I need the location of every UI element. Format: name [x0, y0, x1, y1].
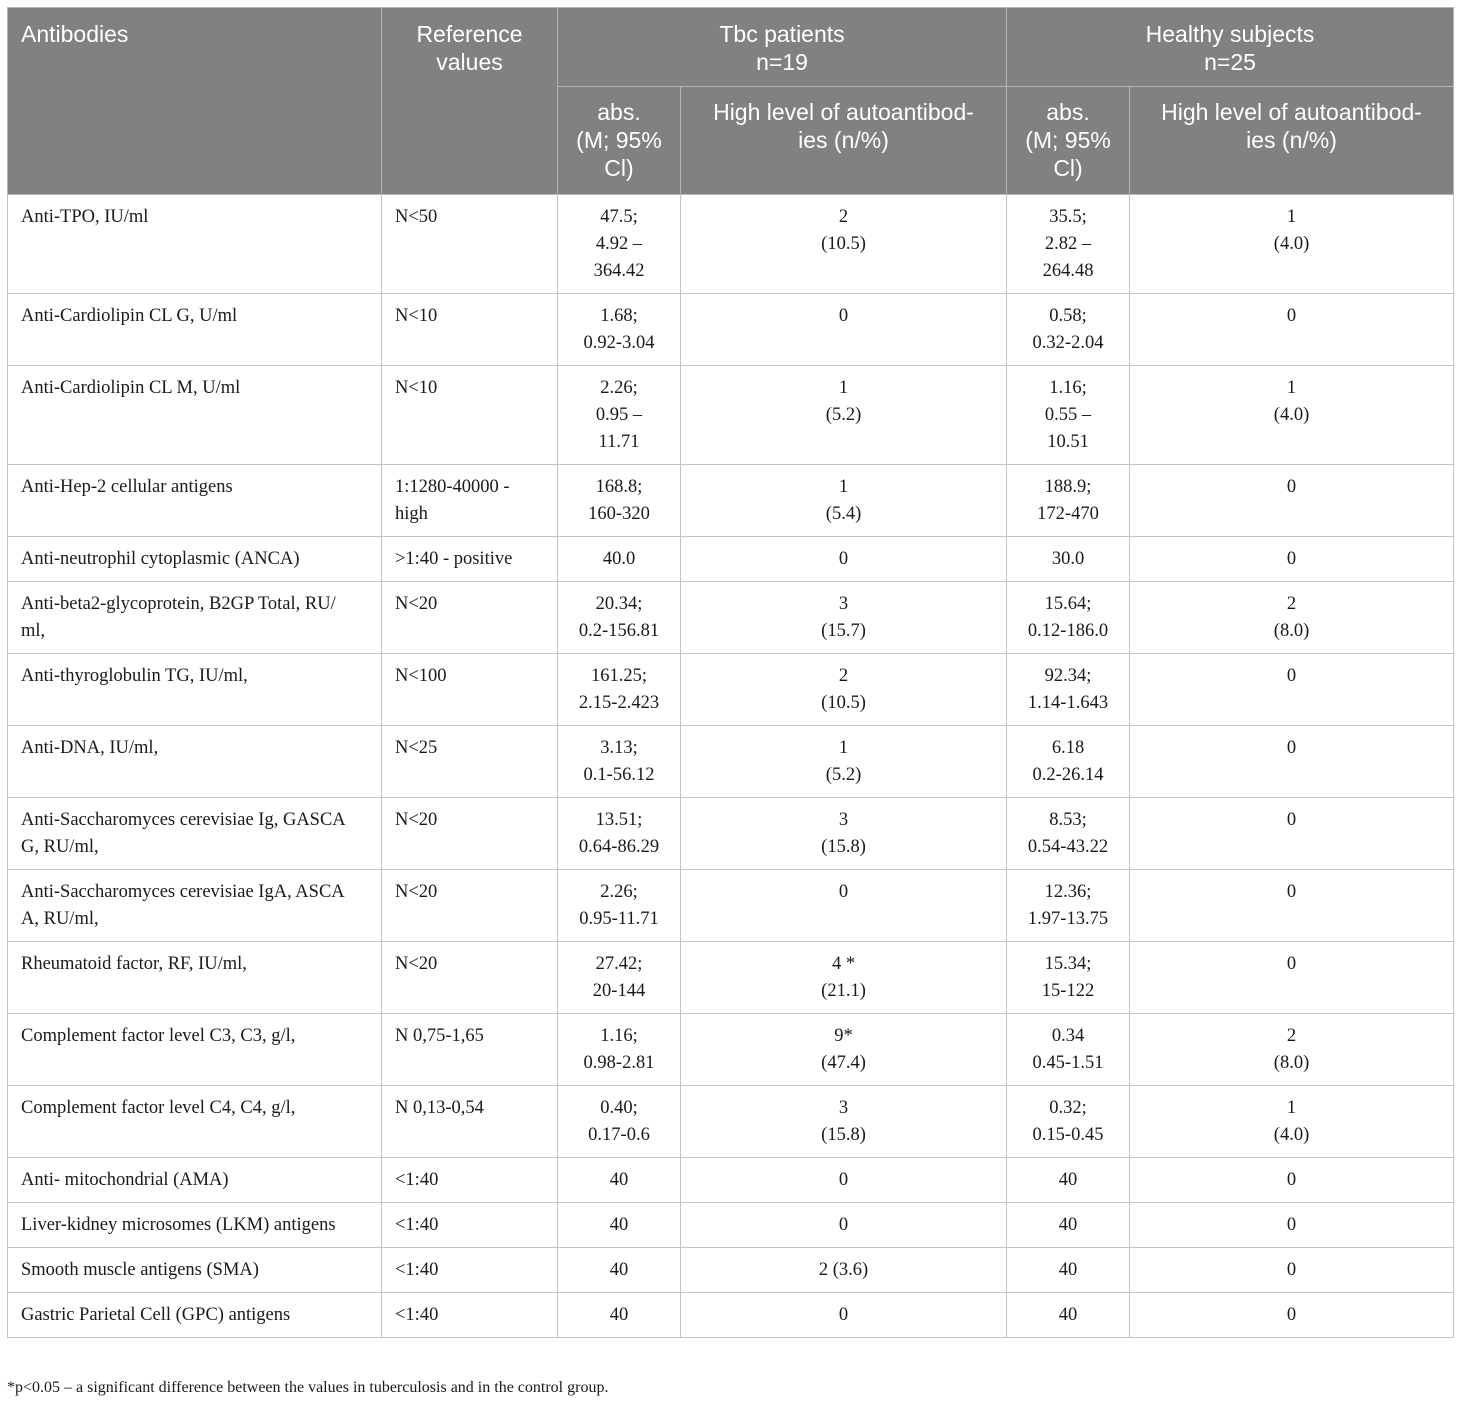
header-tbc-abs: abs. (M; 95% Cl)	[558, 87, 681, 195]
cell-tbc-high-level: 9* (47.4)	[681, 1014, 1007, 1086]
table-row	[8, 1203, 1454, 1248]
cell-tbc-high-level: 0	[681, 1293, 1007, 1338]
cell-healthy-high-level: 0	[1130, 1158, 1454, 1203]
cell-healthy-abs: 40	[1007, 1248, 1130, 1293]
table-row	[8, 195, 1454, 294]
cell-healthy-high-level: 1 (4.0)	[1130, 195, 1454, 294]
cell-healthy-high-level: 0	[1130, 1203, 1454, 1248]
cell-healthy-abs: 30.0	[1007, 537, 1130, 582]
cell-healthy-abs: 12.36; 1.97-13.75	[1007, 870, 1130, 942]
cell-tbc-high-level: 1 (5.2)	[681, 726, 1007, 798]
header-healthy-high-level: High level of autoantibod- ies (n/%)	[1130, 87, 1454, 195]
cell-tbc-abs: 40	[558, 1293, 681, 1338]
header-tbc-patients: Tbc patients n=19	[558, 8, 1007, 87]
cell-healthy-abs: 92.34; 1.14-1.643	[1007, 654, 1130, 726]
cell-healthy-high-level: 2 (8.0)	[1130, 1014, 1454, 1086]
table-row	[8, 1158, 1454, 1203]
table-row	[8, 537, 1454, 582]
table-row	[8, 654, 1454, 726]
cell-healthy-high-level: 1 (4.0)	[1130, 1086, 1454, 1158]
cell-tbc-high-level: 1 (5.2)	[681, 366, 1007, 465]
header-healthy-subjects: Healthy subjects n=25	[1007, 8, 1454, 87]
header-healthy-abs: abs. (M; 95% Cl)	[1007, 87, 1130, 195]
table-row	[8, 798, 1454, 870]
cell-antibody: Anti- mitochondrial (AMA)	[8, 1158, 382, 1203]
cell-healthy-high-level: 0	[1130, 537, 1454, 582]
table-row	[8, 726, 1454, 798]
cell-reference-value: N<100	[382, 654, 558, 726]
cell-tbc-abs: 161.25; 2.15-2.423	[558, 654, 681, 726]
cell-reference-value: N<20	[382, 798, 558, 870]
cell-tbc-high-level: 0	[681, 1158, 1007, 1203]
table-row	[8, 465, 1454, 537]
cell-tbc-high-level: 0	[681, 537, 1007, 582]
cell-antibody: Anti-beta2-glycoprotein, B2GP Total, RU/ ml,	[8, 582, 382, 654]
cell-tbc-abs: 40	[558, 1203, 681, 1248]
cell-antibody: Gastric Parietal Cell (GPC) antigens	[8, 1293, 382, 1338]
cell-healthy-abs: 0.34 0.45-1.51	[1007, 1014, 1130, 1086]
cell-reference-value: 1:1280-40000 - high	[382, 465, 558, 537]
cell-tbc-abs: 13.51; 0.64-86.29	[558, 798, 681, 870]
cell-reference-value: N<10	[382, 366, 558, 465]
cell-healthy-high-level: 0	[1130, 726, 1454, 798]
cell-tbc-high-level: 1 (5.4)	[681, 465, 1007, 537]
cell-tbc-high-level: 2 (3.6)	[681, 1248, 1007, 1293]
cell-tbc-abs: 1.16; 0.98-2.81	[558, 1014, 681, 1086]
table-row	[8, 1014, 1454, 1086]
cell-antibody: Anti-Cardiolipin CL G, U/ml	[8, 294, 382, 366]
table-body	[8, 195, 1454, 1338]
cell-reference-value: <1:40	[382, 1158, 558, 1203]
cell-antibody: Complement factor level C3, C3, g/l,	[8, 1014, 382, 1086]
cell-reference-value: <1:40	[382, 1248, 558, 1293]
cell-tbc-abs: 168.8; 160-320	[558, 465, 681, 537]
cell-reference-value: N<20	[382, 870, 558, 942]
cell-healthy-abs: 8.53; 0.54-43.22	[1007, 798, 1130, 870]
cell-healthy-high-level: 1 (4.0)	[1130, 366, 1454, 465]
cell-antibody: Anti-thyroglobulin TG, IU/ml,	[8, 654, 382, 726]
cell-reference-value: N 0,75-1,65	[382, 1014, 558, 1086]
cell-healthy-high-level: 0	[1130, 294, 1454, 366]
cell-healthy-high-level: 0	[1130, 942, 1454, 1014]
cell-antibody: Anti-Saccharomyces cerevisiae Ig, GASCA G, RU/ml,	[8, 798, 382, 870]
cell-tbc-abs: 3.13; 0.1-56.12	[558, 726, 681, 798]
cell-reference-value: N<50	[382, 195, 558, 294]
cell-tbc-abs: 1.68; 0.92-3.04	[558, 294, 681, 366]
table-row	[8, 870, 1454, 942]
cell-reference-value: <1:40	[382, 1203, 558, 1248]
cell-healthy-abs: 0.32; 0.15-0.45	[1007, 1086, 1130, 1158]
cell-healthy-high-level: 2 (8.0)	[1130, 582, 1454, 654]
cell-tbc-abs: 40	[558, 1248, 681, 1293]
cell-antibody: Rheumatoid factor, RF, IU/ml,	[8, 942, 382, 1014]
cell-antibody: Anti-neutrophil cytoplasmic (ANCA)	[8, 537, 382, 582]
cell-antibody: Liver-kidney microsomes (LKM) antigens	[8, 1203, 382, 1248]
cell-tbc-high-level: 2 (10.5)	[681, 654, 1007, 726]
table-row	[8, 582, 1454, 654]
cell-tbc-high-level: 2 (10.5)	[681, 195, 1007, 294]
cell-antibody: Anti-TPO, IU/ml	[8, 195, 382, 294]
cell-antibody: Anti-Hep-2 cellular antigens	[8, 465, 382, 537]
header-tbc-high-level: High level of autoantibod- ies (n/%)	[681, 87, 1007, 195]
cell-tbc-abs: 27.42; 20-144	[558, 942, 681, 1014]
cell-tbc-high-level: 0	[681, 294, 1007, 366]
cell-tbc-abs: 40	[558, 1158, 681, 1203]
table-row	[8, 1248, 1454, 1293]
cell-tbc-abs: 2.26; 0.95 – 11.71	[558, 366, 681, 465]
cell-healthy-abs: 188.9; 172-470	[1007, 465, 1130, 537]
cell-tbc-high-level: 0	[681, 870, 1007, 942]
table-row	[8, 366, 1454, 465]
cell-reference-value: N<20	[382, 942, 558, 1014]
cell-healthy-abs: 35.5; 2.82 – 264.48	[1007, 195, 1130, 294]
cell-tbc-high-level: 3 (15.8)	[681, 1086, 1007, 1158]
cell-antibody: Anti-Cardiolipin CL M, U/ml	[8, 366, 382, 465]
header-antibodies: Antibodies	[8, 8, 382, 195]
cell-reference-value: N<20	[382, 582, 558, 654]
cell-healthy-abs: 15.34; 15-122	[1007, 942, 1130, 1014]
table-header	[8, 8, 1454, 195]
cell-reference-value: N<25	[382, 726, 558, 798]
cell-tbc-abs: 40.0	[558, 537, 681, 582]
table-row	[8, 1293, 1454, 1338]
cell-tbc-abs: 2.26; 0.95-11.71	[558, 870, 681, 942]
footnote: *p<0.05 – a significant difference between the values in tuberculosis and in the control group.	[7, 1379, 609, 1396]
cell-tbc-abs: 0.40; 0.17-0.6	[558, 1086, 681, 1158]
cell-tbc-high-level: 4 * (21.1)	[681, 942, 1007, 1014]
cell-healthy-abs: 40	[1007, 1293, 1130, 1338]
cell-antibody: Anti-Saccharomyces cerevisiae IgA, ASCA A, RU/ml,	[8, 870, 382, 942]
antibody-table	[7, 7, 1454, 1338]
cell-healthy-high-level: 0	[1130, 1293, 1454, 1338]
cell-healthy-abs: 1.16; 0.55 – 10.51	[1007, 366, 1130, 465]
cell-antibody: Anti-DNA, IU/ml,	[8, 726, 382, 798]
cell-healthy-abs: 40	[1007, 1158, 1130, 1203]
cell-healthy-high-level: 0	[1130, 870, 1454, 942]
table-row	[8, 294, 1454, 366]
cell-healthy-abs: 15.64; 0.12-186.0	[1007, 582, 1130, 654]
cell-healthy-high-level: 0	[1130, 654, 1454, 726]
cell-tbc-abs: 47.5; 4.92 – 364.42	[558, 195, 681, 294]
cell-tbc-high-level: 3 (15.8)	[681, 798, 1007, 870]
cell-healthy-abs: 6.18 0.2-26.14	[1007, 726, 1130, 798]
cell-healthy-high-level: 0	[1130, 465, 1454, 537]
cell-reference-value: >1:40 - positive	[382, 537, 558, 582]
cell-antibody: Complement factor level C4, C4, g/l,	[8, 1086, 382, 1158]
cell-healthy-high-level: 0	[1130, 1248, 1454, 1293]
cell-antibody: Smooth muscle antigens (SMA)	[8, 1248, 382, 1293]
cell-reference-value: <1:40	[382, 1293, 558, 1338]
cell-healthy-high-level: 0	[1130, 798, 1454, 870]
cell-tbc-abs: 20.34; 0.2-156.81	[558, 582, 681, 654]
cell-reference-value: N<10	[382, 294, 558, 366]
cell-healthy-abs: 0.58; 0.32-2.04	[1007, 294, 1130, 366]
cell-tbc-high-level: 3 (15.7)	[681, 582, 1007, 654]
header-reference-values: Reference values	[382, 8, 558, 195]
table-row	[8, 942, 1454, 1014]
cell-tbc-high-level: 0	[681, 1203, 1007, 1248]
cell-reference-value: N 0,13-0,54	[382, 1086, 558, 1158]
table-row	[8, 1086, 1454, 1158]
cell-healthy-abs: 40	[1007, 1203, 1130, 1248]
